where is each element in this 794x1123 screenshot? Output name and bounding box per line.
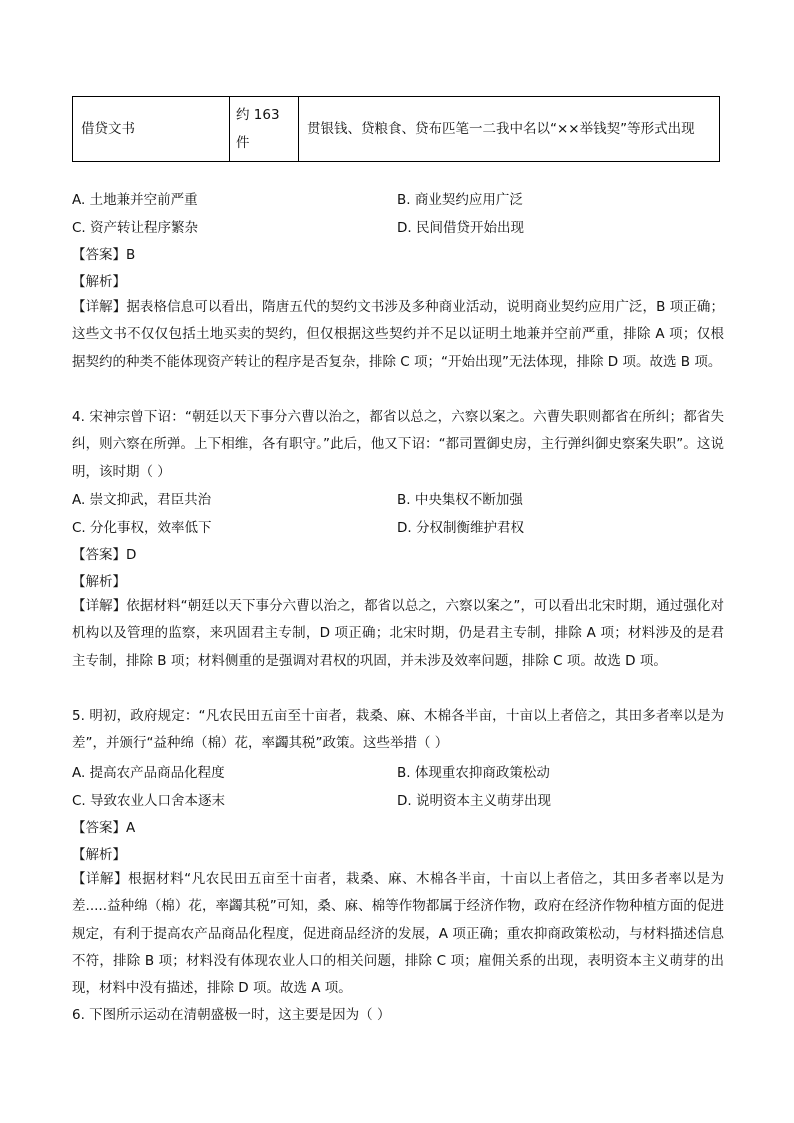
q4-detail: 【详解】依据材料“朝廷以天下事分六曹以治之，都省以总之，六察以案之”，可以看出北宋时期，通过强化对机构以及管理的监察，来巩固君主专制，D 项正确；北宋时期，仍是君主专制，排除 A 项；材料涉及的是君主专制，排除 B 项；材料侧重的是强调对君权的巩固，并未涉及效率问题，排除 C 项。故选 D 项。	[72, 598, 724, 669]
q3-detail: 【详解】据表格信息可以看出，隋唐五代的契约文书涉及多种商业活动，说明商业契约应用广泛，B 项正确；这些文书不仅仅包括土地买卖的契约，但仅根据这些契约并不足以证明土地兼并空前严重，排除 A 项；仅根据契约的种类不能体现资产转让的程序是否复杂，排除 C 项；“开始出现”无法体现，排除 D 项。故选 B 项。	[72, 299, 724, 370]
q5-answer: 【答案】A	[72, 820, 136, 836]
q5-analysis-heading: 【解析】	[72, 847, 126, 863]
q3-option-d: D. 民间借贷开始出现	[397, 220, 524, 236]
q4-stem: 4. 宋神宗曾下诏：“朝廷以天下事分六曹以治之，都省以总之，六察以案之。六曹失职则都省在所纠；都省失纠，则六察在所弹。上下相维，各有职守。”此后，他又下诏：“都司置御史房，主行弹纠御史察案失职”。这说明，该时期（ ）	[72, 409, 724, 480]
table-cell-category: 借贷文书	[73, 97, 230, 162]
q5-option-c: C. 导致农业人口舍本逐末	[72, 793, 226, 809]
q5-option-a: A. 提高农产品商品化程度	[72, 765, 225, 781]
q3-answer: 【答案】B	[72, 247, 136, 263]
q4-answer: 【答案】D	[72, 547, 137, 563]
table-cell-count: 约 163 件	[230, 97, 299, 162]
q4-option-c: C. 分化事权，效率低下	[72, 520, 212, 536]
q4-option-b: B. 中央集权不断加强	[397, 492, 523, 508]
table-cell-description: 贯银钱、贷粮食、贷布匹笔一二我中名以“××举钱契”等形式出现	[299, 97, 720, 162]
q5-option-b: B. 体现重农抑商政策松动	[397, 765, 550, 781]
table-row	[73, 97, 720, 162]
q3-option-a: A. 土地兼并空前严重	[72, 192, 198, 208]
q3-analysis-heading: 【解析】	[72, 274, 126, 290]
q4-option-d: D. 分权制衡维护君权	[397, 520, 524, 536]
q4-option-a: A. 崇文抑武，君臣共治	[72, 492, 212, 508]
contract-table	[72, 96, 720, 162]
q3-option-c: C. 资产转让程序繁杂	[72, 220, 199, 236]
q5-option-d: D. 说明资本主义萌芽出现	[397, 793, 551, 809]
q6-stem: 6. 下图所示运动在清朝盛极一时，这主要是因为（ ）	[72, 1007, 391, 1023]
q3-option-b: B. 商业契约应用广泛	[397, 192, 523, 208]
q5-detail: 【详解】根据材料“凡农民田五亩至十亩者，栽桑、麻、木棉各半亩，十亩以上者倍之，其田多者率以是为差.....益种绵（棉）花，率蠲其税”可知，桑、麻、棉等作物都属于经济作物，政府在经济作物种植方面的促进规定，有利于提高农产品商品化程度，促进商品经济的发展，A 项正确；重农抑商政策松动，与材料描述信息不符，排除 B 项；材料没有体现农业人口的相关问题，排除 C 项；雇佣关系的出现，表明资本主义萌芽的出现，材料中没有描述，排除 D 项。故选 A 项。	[72, 871, 724, 997]
q4-analysis-heading: 【解析】	[72, 574, 126, 590]
q5-stem: 5. 明初，政府规定：“凡农民田五亩至十亩者，栽桑、麻、木棉各半亩，十亩以上者倍之，其田多者率以是为差”，并颁行“益种绵（棉）花，率蠲其税”政策。这些举措（ ）	[72, 708, 724, 752]
